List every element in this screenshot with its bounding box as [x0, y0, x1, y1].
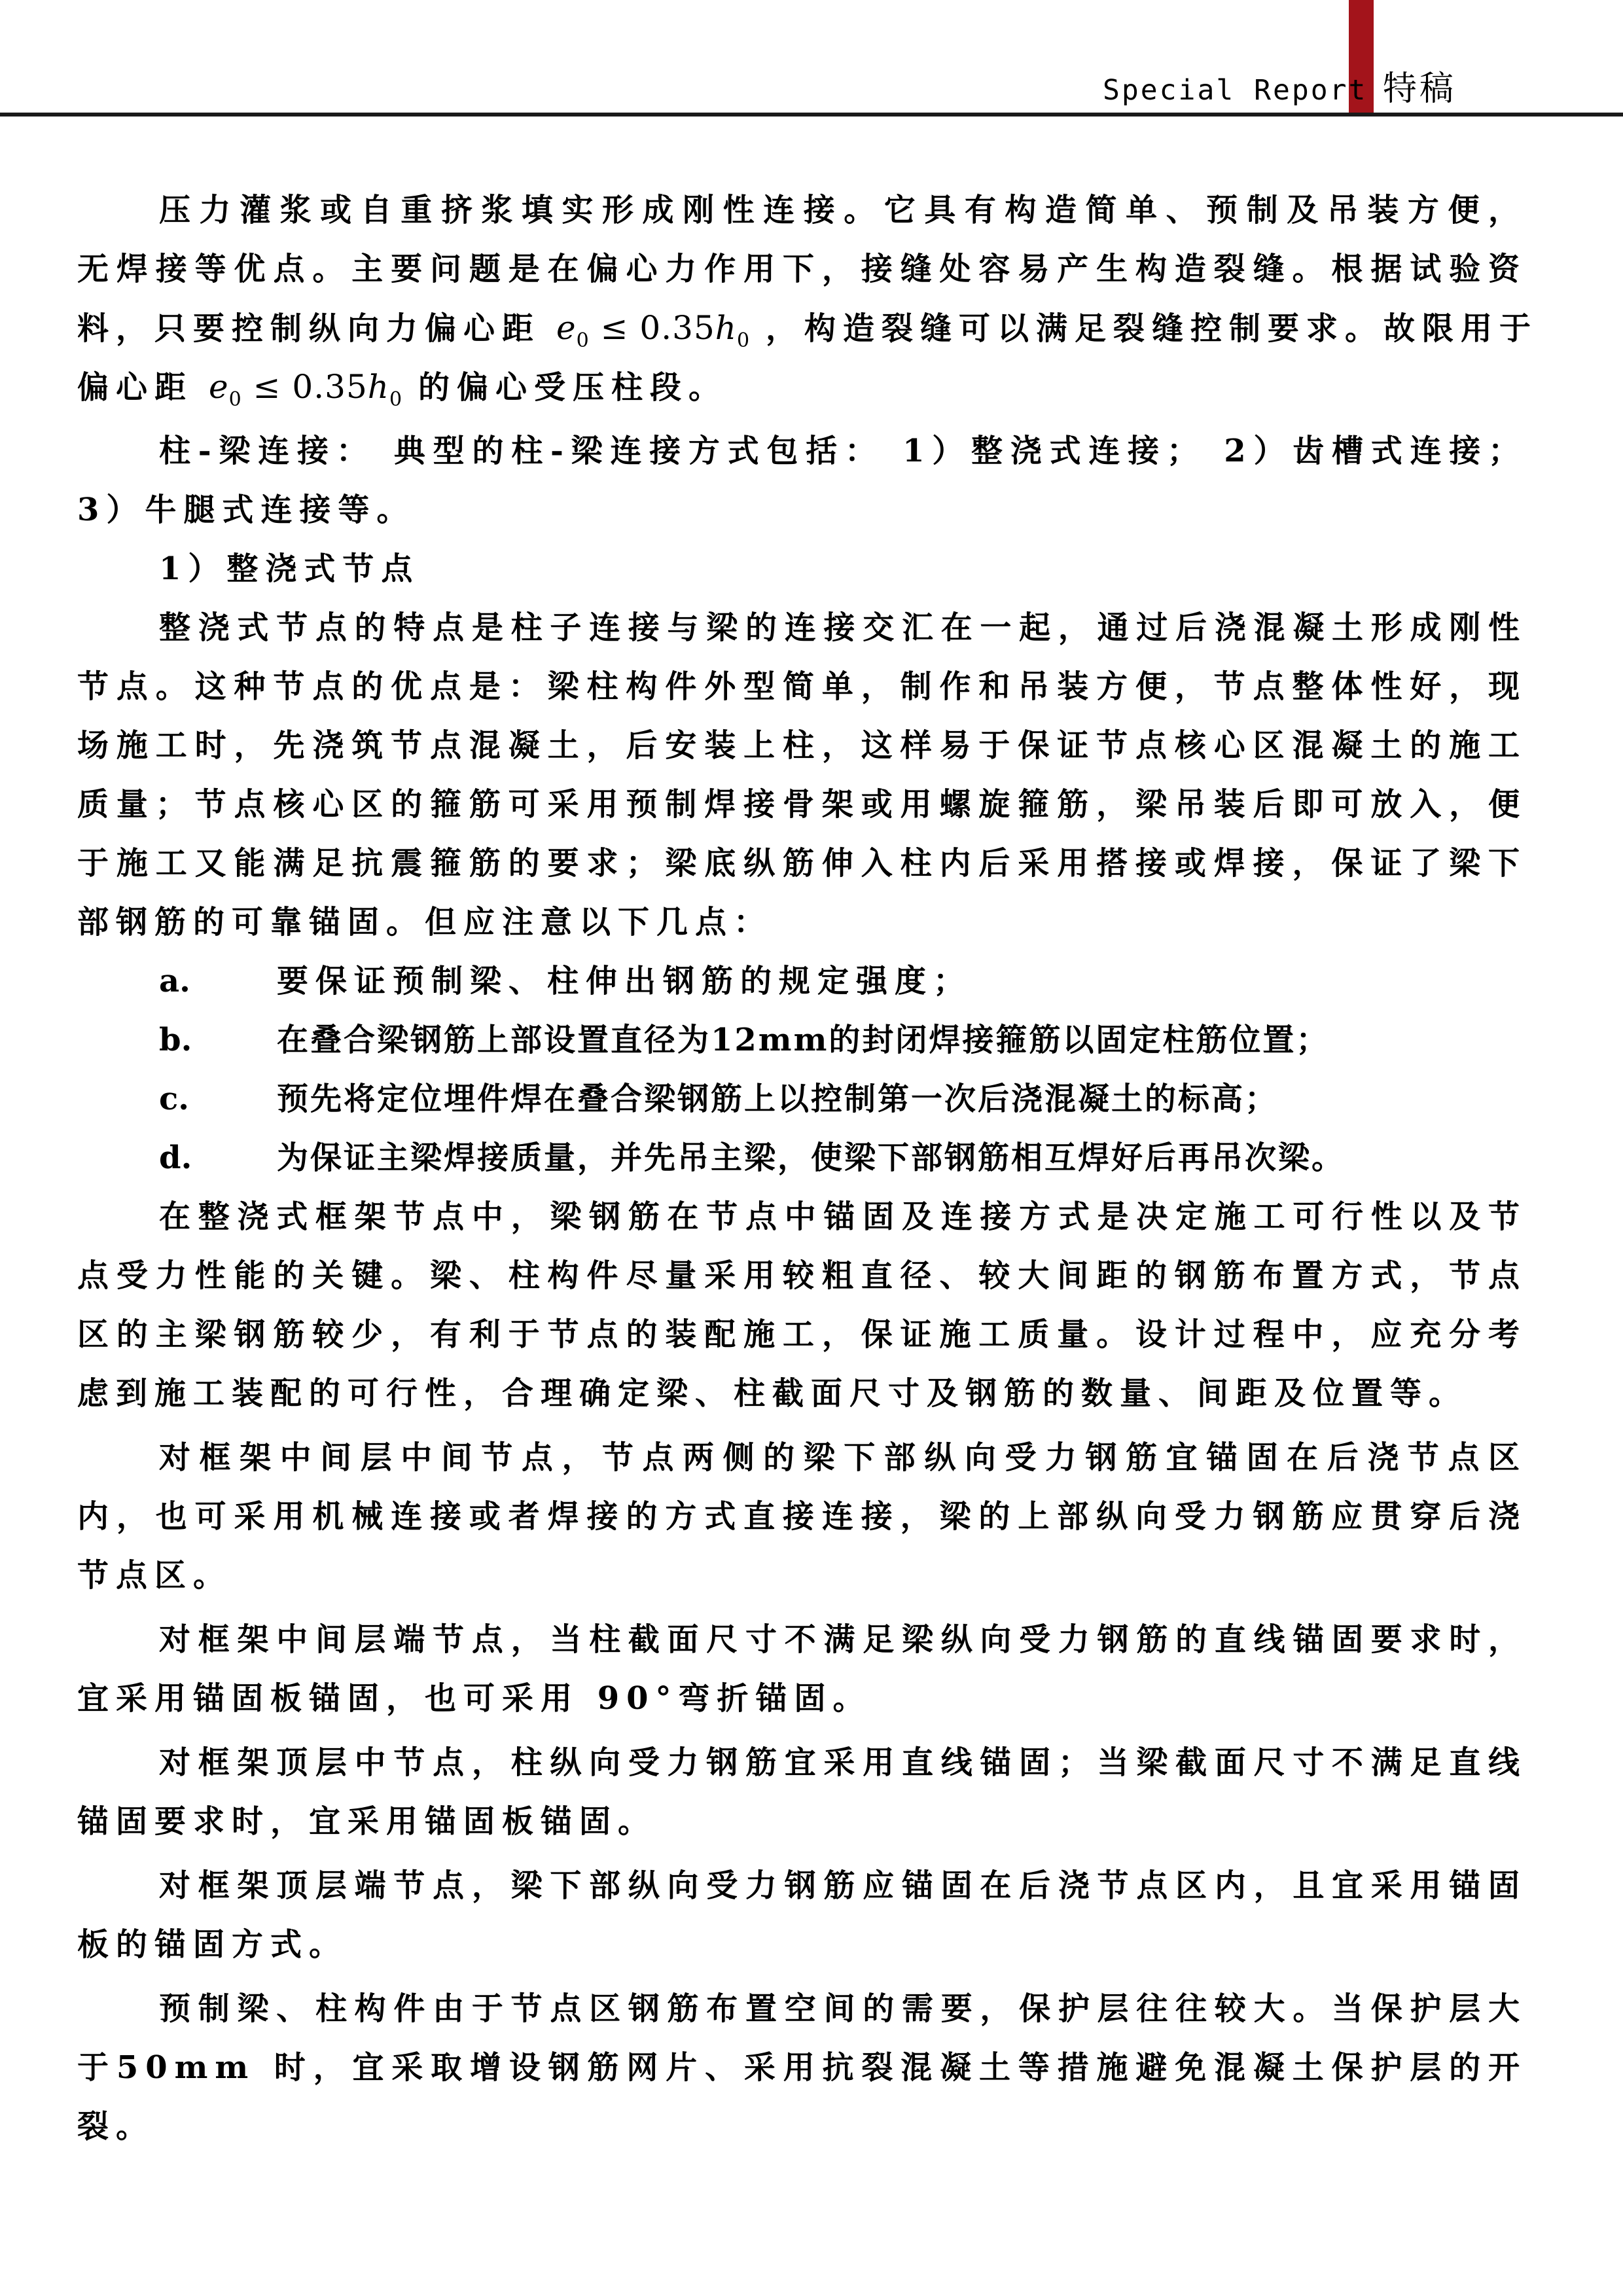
header-chinese-title: 特稿: [1383, 69, 1457, 109]
text-line: 虑到施工装配的可行性，合理确定梁、柱截面尺寸及钢筋的数量、间距及位置等。: [77, 1375, 1468, 1412]
formula-var2: h: [367, 368, 389, 406]
formula-var: e: [209, 368, 229, 406]
header-english-title: Special Report: [1103, 74, 1368, 107]
text-line: 内，也可采用机械连接或者焊接的方式直接连接，梁的上部纵向受力钢筋应贯穿后浇: [77, 1498, 1527, 1535]
list-item: [159, 958, 972, 1004]
text-line: 宜采用锚固板锚固，也可采用 90°弯折锚固。: [77, 1680, 872, 1717]
formula-sub2: 0: [389, 388, 403, 411]
text-line: 于施工又能满足抗震箍筋的要求；梁底纵筋伸入柱内后采用搭接或焊接，保证了梁下: [77, 845, 1527, 882]
list-item-text: 预先将定位埋件焊在叠合梁钢筋上以控制第一次后浇混凝土的标高；: [277, 1081, 1279, 1117]
text-fragment: 的偏心受压柱段。: [418, 369, 728, 406]
text-line: 场施工时，先浇筑节点混凝土，后安装上柱，这样易于保证节点核心区混凝土的施工: [77, 727, 1527, 764]
eccentricity-formula: [556, 309, 751, 352]
text-line: 部钢筋的可靠锚固。但应注意以下几点：: [77, 904, 773, 941]
text-line: 对框架顶层中节点，柱纵向受力钢筋宜采用直线锚固；当梁截面尺寸不满足直线: [159, 1744, 1527, 1781]
text-line: 于50mm 时，宜采取增设钢筋网片、采用抗裂混凝土等措施避免混凝土保护层的开: [77, 2049, 1527, 2086]
text-line: 预制梁、柱构件由于节点区钢筋布置空间的需要，保护层往往较大。当保护层大: [159, 1990, 1527, 2027]
formula-sub: 0: [576, 329, 590, 352]
text-line: 压力灌浆或自重挤浆填实形成刚性连接。它具有构造简单、预制及吊装方便，: [159, 192, 1527, 228]
list-item: [159, 1076, 1278, 1122]
formula-var: e: [556, 309, 577, 347]
list-item-text: 在叠合梁钢筋上部设置直径为12mm的封闭焊接箍筋以固定柱筋位置；: [277, 1022, 1330, 1058]
text-line: 对框架中间层中间节点，节点两侧的梁下部纵向受力钢筋宜锚固在后浇节点区: [159, 1439, 1527, 1476]
list-item-label: d.: [159, 1139, 192, 1176]
eccentricity-formula: [209, 368, 403, 411]
list-item-label: c.: [159, 1081, 189, 1117]
text-fragment: ，构造裂缝可以满足裂缝控制要求。故限用于: [766, 310, 1539, 347]
list-item: [159, 1135, 1345, 1181]
text-line: 无焊接等优点。主要问题是在偏心力作用下，接缝处容易产生构造裂缝。根据试验资: [77, 251, 1527, 287]
text-line: 板的锚固方式。: [77, 1926, 348, 1963]
header-rule: [0, 113, 1623, 117]
formula-rel: ≤: [253, 368, 281, 406]
text-line: 在整浇式框架节点中，梁钢筋在节点中锚固及连接方式是决定施工可行性以及节: [159, 1198, 1527, 1235]
list-item-text: 要保证预制梁、柱伸出钢筋的规定强度；: [277, 963, 972, 999]
text-line: 对框架中间层端节点，当柱截面尺寸不满足梁纵向受力钢筋的直线锚固要求时，: [159, 1621, 1527, 1658]
text-line: 点受力性能的关键。梁、柱构件尽量采用较粗直径、较大间距的钢筋布置方式，节点: [77, 1257, 1527, 1294]
text-line: 质量；节点核心区的箍筋可采用预制焊接骨架或用螺旋箍筋，梁吊装后即可放入，便: [77, 786, 1527, 823]
text-line: [77, 364, 727, 410]
list-item-text: 为保证主梁焊接质量，并先吊主梁，使梁下部钢筋相互焊好后再吊次梁。: [277, 1139, 1346, 1176]
text-fragment: 偏心距: [77, 369, 194, 406]
text-fragment: 料，只要控制纵向力偏心距: [77, 310, 541, 347]
list-item-label: a.: [159, 963, 190, 999]
section-heading: 1）整浇式节点: [159, 550, 420, 587]
text-line: 对框架顶层端节点，梁下部纵向受力钢筋应锚固在后浇节点区内，且宜采用锚固: [159, 1867, 1527, 1904]
text-line: 裂。: [77, 2108, 155, 2145]
formula-rel: ≤: [600, 309, 629, 347]
text-line: 3）牛腿式连接等。: [77, 492, 416, 528]
formula-sub2: 0: [736, 329, 751, 352]
list-item-label: b.: [159, 1022, 192, 1058]
text-line: 柱-梁连接： 典型的柱-梁连接方式包括： 1）整浇式连接； 2）齿槽式连接；: [159, 433, 1527, 469]
formula-var2: h: [715, 309, 737, 347]
formula-sub: 0: [228, 388, 242, 411]
text-line: 整浇式节点的特点是柱子连接与梁的连接交汇在一起，通过后浇混凝土形成刚性: [159, 609, 1527, 646]
text-line: 锚固要求时，宜采用锚固板锚固。: [77, 1803, 657, 1840]
text-line: [77, 305, 1538, 351]
list-item: [159, 1017, 1329, 1063]
text-line: 节点。这种节点的优点是：梁柱构件外型简单，制作和吊装方便，节点整体性好，现: [77, 668, 1527, 705]
formula-coef: 0.35: [292, 368, 368, 406]
text-line: 区的主梁钢筋较少，有利于节点的装配施工，保证施工质量。设计过程中，应充分考: [77, 1316, 1527, 1353]
text-line: 节点区。: [77, 1557, 232, 1594]
formula-coef: 0.35: [639, 309, 715, 347]
